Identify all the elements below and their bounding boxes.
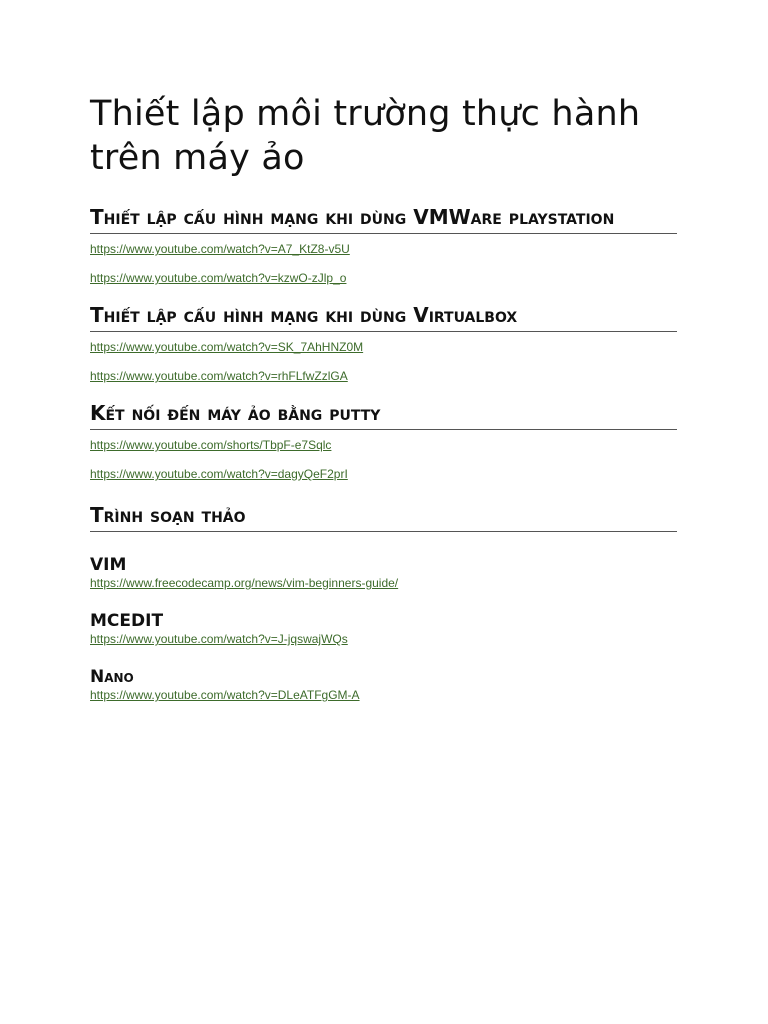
video-link[interactable]: https://www.youtube.com/shorts/TbpF-e7Sqlc: [90, 438, 332, 452]
video-link[interactable]: https://www.youtube.com/watch?v=rhFLfwZzlGA: [90, 369, 348, 383]
section-heading-editors: Trình soạn thảo: [90, 500, 677, 532]
document-title: Thiết lập môi trường thực hành trên máy ảo: [90, 94, 641, 178]
link-list: [90, 242, 678, 286]
section-virtualbox: [90, 300, 678, 384]
section-vmware: [90, 202, 678, 286]
subheading-mcedit: MCEDIT: [90, 611, 164, 631]
section-heading-vmware: Thiết lập cấu hình mạng khi dùng VMWare playstation: [90, 202, 677, 234]
subheading-nano: Nano: [90, 667, 134, 687]
video-link[interactable]: https://www.youtube.com/watch?v=J-jqswajWQs: [90, 632, 348, 646]
editor-nano: [90, 666, 678, 703]
guide-link[interactable]: https://www.freecodecamp.org/news/vim-beginners-guide/: [90, 576, 399, 590]
video-link[interactable]: https://www.youtube.com/watch?v=DLeATFgGM-A: [90, 688, 360, 702]
video-link[interactable]: https://www.youtube.com/watch?v=dagyQeF2prI: [90, 467, 348, 481]
subheading-vim: VIM: [90, 555, 127, 575]
video-link[interactable]: https://www.youtube.com/watch?v=kzwO-zJlp_o: [90, 271, 347, 285]
section-heading-virtualbox: Thiết lập cấu hình mạng khi dùng Virtualbox: [90, 300, 677, 332]
section-editors: [90, 500, 678, 703]
link-list: [90, 438, 678, 482]
video-link[interactable]: https://www.youtube.com/watch?v=SK_7AhHNZ0M: [90, 340, 364, 354]
video-link[interactable]: https://www.youtube.com/watch?v=A7_KtZ8-v5U: [90, 242, 350, 256]
section-heading-putty: Kết nối đến máy ảo bằng putty: [90, 398, 677, 430]
editor-vim: [90, 554, 678, 591]
link-list: [90, 340, 678, 384]
editor-mcedit: [90, 610, 678, 647]
section-putty: [90, 398, 678, 482]
